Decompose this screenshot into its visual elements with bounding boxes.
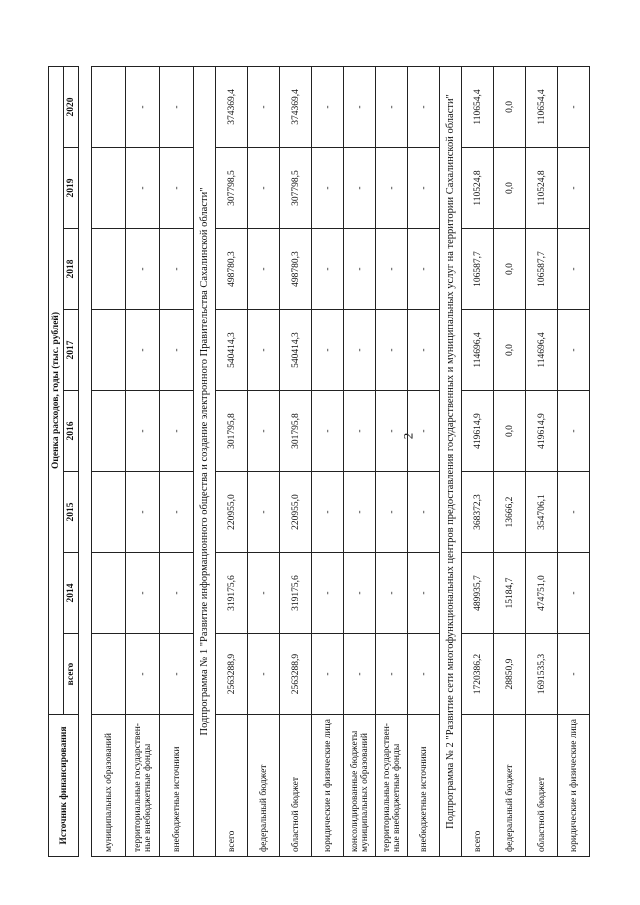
table-row <box>376 66 408 856</box>
table-cell: - <box>312 553 344 634</box>
row-source-label: областной бюджет <box>280 715 312 857</box>
table-cell: - <box>248 391 280 472</box>
row-source-label: юридические и физические лица <box>312 715 344 857</box>
table-cell: - <box>126 229 160 310</box>
table-gap <box>79 66 92 856</box>
subprogram-row <box>440 66 462 856</box>
row-source-label: областной бюджет <box>526 715 558 857</box>
row-source-label: всего <box>462 715 494 857</box>
table-cell: - <box>344 472 376 553</box>
table-cell: 419614,9 <box>462 391 494 472</box>
source-header: Источник финансирования <box>49 715 79 857</box>
year-header: 2019 <box>64 148 79 229</box>
table-cell: - <box>408 391 440 472</box>
table-cell: 0,0 <box>494 148 526 229</box>
table-cell: 110524,8 <box>526 148 558 229</box>
table-cell <box>92 148 126 229</box>
table-cell: 319175,6 <box>280 553 312 634</box>
year-header: 2015 <box>64 472 79 553</box>
table-cell: - <box>344 148 376 229</box>
estimate-header: Оценка расходов, годы (тыс. рублей) <box>49 66 64 714</box>
table-cell: - <box>376 148 408 229</box>
table-cell: 220955,0 <box>216 472 248 553</box>
table-cell: - <box>126 66 160 147</box>
table-cell: - <box>344 634 376 715</box>
table-cell: 301795,8 <box>280 391 312 472</box>
table-cell: - <box>558 66 590 147</box>
table-cell: 114696,4 <box>462 310 494 391</box>
table-cell: - <box>344 229 376 310</box>
table-cell: 1691535,3 <box>526 634 558 715</box>
page-number: 2 <box>400 432 416 440</box>
table-cell: - <box>312 66 344 147</box>
table-cell: - <box>126 391 160 472</box>
row-source-label: внебюджетные источники <box>160 715 194 857</box>
table-cell: 106587,7 <box>526 229 558 310</box>
table-cell: 354706,1 <box>526 472 558 553</box>
budget-table <box>48 66 590 857</box>
table-row <box>160 66 194 856</box>
row-source-label: муниципальных образований <box>92 715 126 857</box>
table-cell: 1720386,2 <box>462 634 494 715</box>
subprogram-row <box>194 66 216 856</box>
table-cell: 474751,0 <box>526 553 558 634</box>
table-cell: - <box>408 472 440 553</box>
year-header: 2014 <box>64 553 79 634</box>
table-cell: - <box>376 66 408 147</box>
table-cell: - <box>312 391 344 472</box>
year-header: 2018 <box>64 229 79 310</box>
row-source-label: внебюджетные источники <box>408 715 440 857</box>
row-source-label: территориальные государствен-ные внебюджетные фонды <box>376 715 408 857</box>
table-cell: - <box>344 553 376 634</box>
table-row <box>558 66 590 856</box>
table-cell: - <box>312 310 344 391</box>
table-cell: - <box>558 310 590 391</box>
table-row <box>344 66 376 856</box>
table-cell <box>92 634 126 715</box>
table-cell: 368372,3 <box>462 472 494 553</box>
table-cell: 498780,3 <box>216 229 248 310</box>
row-source-label: всего <box>216 715 248 857</box>
table-cell: - <box>160 391 194 472</box>
table-cell: 374369,4 <box>280 66 312 147</box>
table-body <box>79 66 590 856</box>
table-cell: - <box>126 472 160 553</box>
table-cell: 13666,2 <box>494 472 526 553</box>
table-cell: - <box>248 634 280 715</box>
table-cell: - <box>344 391 376 472</box>
table-cell <box>92 229 126 310</box>
table-cell <box>92 553 126 634</box>
row-source-label: консолидированные бюджеты муниципальных образований <box>344 715 376 857</box>
table-cell: - <box>248 229 280 310</box>
table-cell: - <box>558 634 590 715</box>
table-cell: 114696,4 <box>526 310 558 391</box>
table-cell: - <box>558 229 590 310</box>
table-cell: - <box>126 553 160 634</box>
table-cell: - <box>376 391 408 472</box>
table-cell: - <box>408 66 440 147</box>
table-row <box>280 66 312 856</box>
row-source-label: территориальные государствен-ные внебюджетные фонды <box>126 715 160 857</box>
year-header: 2020 <box>64 66 79 147</box>
row-source-label: федеральный бюджет <box>494 715 526 857</box>
table-cell: - <box>558 148 590 229</box>
table-cell: - <box>312 634 344 715</box>
table-cell: 540414,3 <box>280 310 312 391</box>
table-cell: 319175,6 <box>216 553 248 634</box>
table-cell: - <box>408 634 440 715</box>
table-row <box>92 66 126 856</box>
table-cell <box>92 66 126 147</box>
table-cell: 489935,7 <box>462 553 494 634</box>
table-cell: 15184,7 <box>494 553 526 634</box>
table-cell: 220955,0 <box>280 472 312 553</box>
table-cell: - <box>376 229 408 310</box>
row-source-label: федеральный бюджет <box>248 715 280 857</box>
table-cell: 110524,8 <box>462 148 494 229</box>
table-cell: 110654,4 <box>462 66 494 147</box>
table-cell <box>92 310 126 391</box>
table-row <box>216 66 248 856</box>
table-cell: 498780,3 <box>280 229 312 310</box>
table-cell: - <box>312 472 344 553</box>
table-cell: - <box>558 391 590 472</box>
table-cell: 2563288,9 <box>216 634 248 715</box>
table-cell: - <box>160 66 194 147</box>
table-cell: - <box>160 634 194 715</box>
subprogram-title: Подпрограмма № 2 "Развитие сети многофункциональных центров предоставления государственных и муниципальных услуг на территории Сахалинской области" <box>440 66 462 856</box>
table-cell: - <box>160 229 194 310</box>
table-cell: - <box>312 229 344 310</box>
table-row <box>462 66 494 856</box>
year-header: 2016 <box>64 391 79 472</box>
table-cell: 0,0 <box>494 310 526 391</box>
table-cell: 110654,4 <box>526 66 558 147</box>
table-cell: 307798,5 <box>280 148 312 229</box>
table-cell: - <box>248 553 280 634</box>
table-row <box>408 66 440 856</box>
table-cell: - <box>312 148 344 229</box>
table-cell: - <box>408 148 440 229</box>
table-cell: 106587,7 <box>462 229 494 310</box>
table-cell: 374369,4 <box>216 66 248 147</box>
table-row <box>248 66 280 856</box>
table-row <box>126 66 160 856</box>
table-cell: - <box>558 553 590 634</box>
year-header: всего <box>64 634 79 715</box>
table-cell: 419614,9 <box>526 391 558 472</box>
table-cell: 0,0 <box>494 66 526 147</box>
table-cell <box>92 472 126 553</box>
table-cell: - <box>248 472 280 553</box>
table-cell: - <box>376 553 408 634</box>
table-cell: - <box>160 310 194 391</box>
table-cell: - <box>344 66 376 147</box>
row-source-label: юридические и физические лица <box>558 715 590 857</box>
table-cell <box>92 391 126 472</box>
table-cell: 2563288,9 <box>280 634 312 715</box>
subprogram-title: Подпрограмма № 1 "Развитие информационного общества и создание электронного Правительства Сахалинской области" <box>194 66 216 856</box>
table-cell: - <box>408 310 440 391</box>
table-cell: 301795,8 <box>216 391 248 472</box>
table-cell: - <box>248 66 280 147</box>
table-cell: - <box>160 553 194 634</box>
table-cell: - <box>126 148 160 229</box>
table-cell: - <box>558 472 590 553</box>
table-cell: 540414,3 <box>216 310 248 391</box>
table-cell: - <box>376 472 408 553</box>
table-cell: - <box>344 310 376 391</box>
table-cell: - <box>376 634 408 715</box>
table-cell: - <box>160 472 194 553</box>
table-cell: - <box>408 553 440 634</box>
table-cell: - <box>248 310 280 391</box>
year-header: 2017 <box>64 310 79 391</box>
budget-table-rotated <box>48 67 608 857</box>
table-row <box>526 66 558 856</box>
table-cell: 307798,5 <box>216 148 248 229</box>
table-row <box>312 66 344 856</box>
table-cell: - <box>408 229 440 310</box>
table-row <box>494 66 526 856</box>
table-cell: - <box>160 148 194 229</box>
table-cell: 0,0 <box>494 391 526 472</box>
table-cell: - <box>126 634 160 715</box>
table-cell: 0,0 <box>494 229 526 310</box>
table-cell: - <box>126 310 160 391</box>
table-cell: - <box>248 148 280 229</box>
table-cell: - <box>376 310 408 391</box>
table-cell: 28850,9 <box>494 634 526 715</box>
